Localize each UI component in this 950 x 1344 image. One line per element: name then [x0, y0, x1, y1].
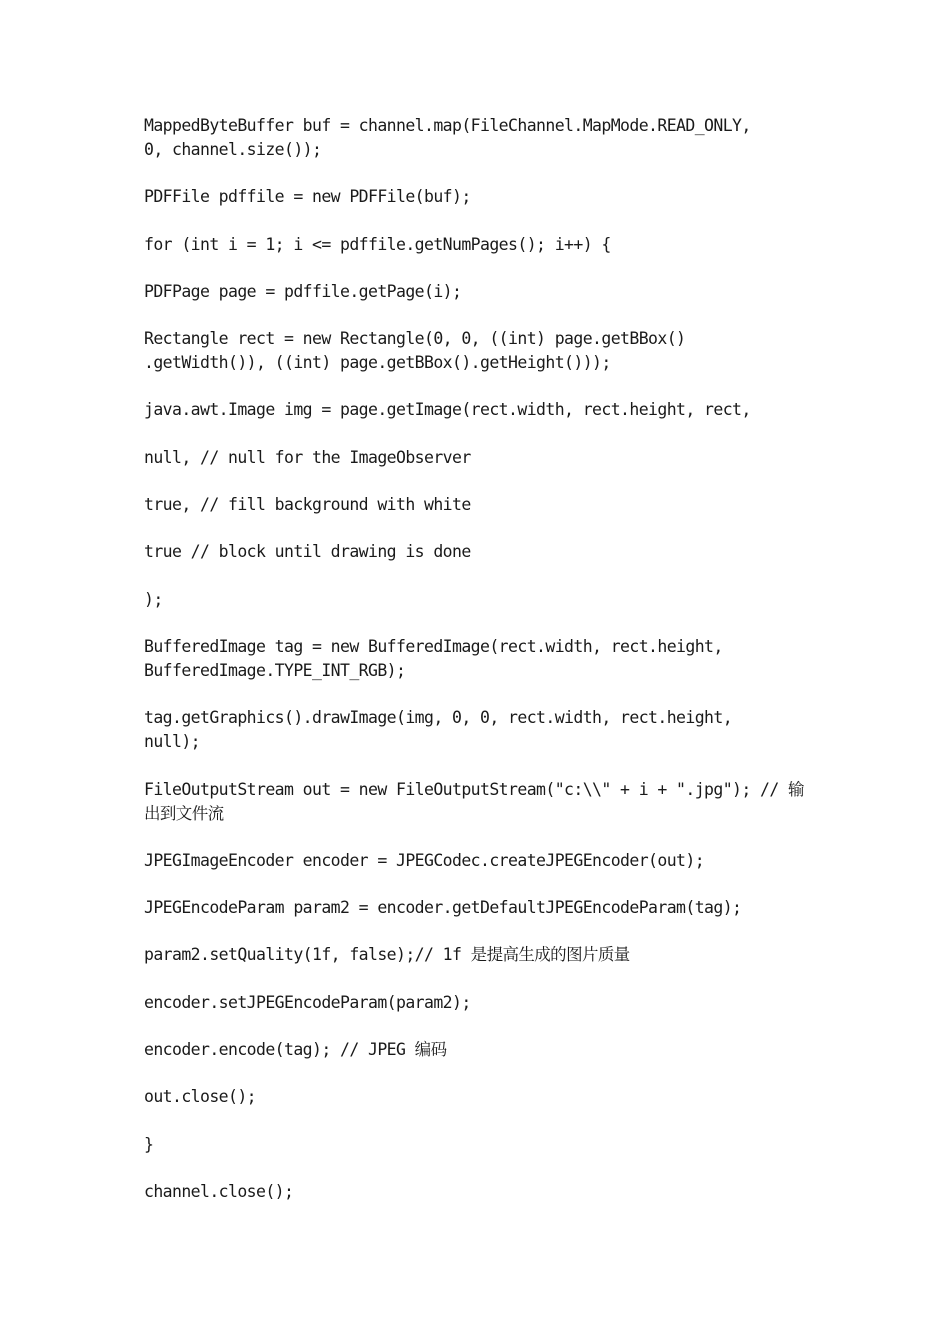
code-paragraph — [144, 1180, 824, 1204]
code-paragraph — [144, 114, 824, 162]
code-line: Rectangle rect = new Rectangle(0, 0, ((int) page.getBBox() — [144, 329, 686, 349]
code-line: } — [144, 1134, 154, 1154]
code-paragraph — [144, 327, 824, 375]
code-paragraph — [144, 280, 824, 304]
code-line: for (int i = 1; i <= pdffile.getNumPages(); i++) { — [144, 234, 611, 254]
code-paragraph — [144, 233, 824, 257]
code-paragraph — [144, 849, 824, 873]
code-line: BufferedImage tag = new BufferedImage(rect.width, rect.height, — [144, 636, 723, 656]
code-line: .getWidth()), ((int) page.getBBox().getHeight())); — [144, 353, 611, 373]
code-line: JPEGEncodeParam param2 = encoder.getDefaultJPEGEncodeParam(tag); — [144, 898, 742, 918]
code-line: null); — [144, 732, 201, 752]
code-line: 出到文件流 — [144, 803, 224, 823]
code-line: BufferedImage.TYPE_INT_RGB); — [144, 660, 406, 680]
code-line: java.awt.Image img = page.getImage(rect.width, rect.height, rect, — [144, 400, 751, 420]
code-paragraph — [144, 635, 824, 683]
code-line: channel.close(); — [144, 1181, 294, 1201]
code-line: FileOutputStream out = new FileOutputStream("c:\\" + i + ".jpg"); // 输 — [144, 779, 804, 799]
code-paragraph — [144, 540, 824, 564]
code-paragraph — [144, 896, 824, 920]
code-paragraph — [144, 943, 824, 967]
code-paragraph — [144, 398, 824, 422]
code-paragraph — [144, 446, 824, 470]
code-line: PDFPage page = pdffile.getPage(i); — [144, 281, 462, 301]
code-line: encoder.setJPEGEncodeParam(param2); — [144, 992, 471, 1012]
code-line: PDFFile pdffile = new PDFFile(buf); — [144, 187, 471, 207]
code-line: true // block until drawing is done — [144, 542, 471, 562]
code-line: MappedByteBuffer buf = channel.map(FileChannel.MapMode.READ_ONLY, — [144, 116, 751, 135]
code-line: JPEGImageEncoder encoder = JPEGCodec.createJPEGEncoder(out); — [144, 850, 705, 870]
code-line: param2.setQuality(1f, false);// 1f 是提高生成的图片质量 — [144, 945, 630, 965]
code-line: out.close(); — [144, 1087, 257, 1107]
code-paragraph — [144, 778, 824, 826]
code-paragraph — [144, 1085, 824, 1109]
code-paragraph — [144, 991, 824, 1015]
code-listing — [144, 114, 824, 1227]
code-line: encoder.encode(tag); // JPEG 编码 — [144, 1040, 447, 1060]
code-paragraph — [144, 493, 824, 517]
code-paragraph — [144, 588, 824, 612]
code-line: true, // fill background with white — [144, 495, 471, 515]
code-paragraph — [144, 185, 824, 209]
code-line: ); — [144, 589, 163, 609]
code-paragraph — [144, 1133, 824, 1157]
code-line: 0, channel.size()); — [144, 140, 322, 159]
code-line: tag.getGraphics().drawImage(img, 0, 0, rect.width, rect.height, — [144, 708, 733, 728]
code-line: null, // null for the ImageObserver — [144, 447, 471, 467]
code-paragraph — [144, 1038, 824, 1062]
code-paragraph — [144, 706, 824, 754]
